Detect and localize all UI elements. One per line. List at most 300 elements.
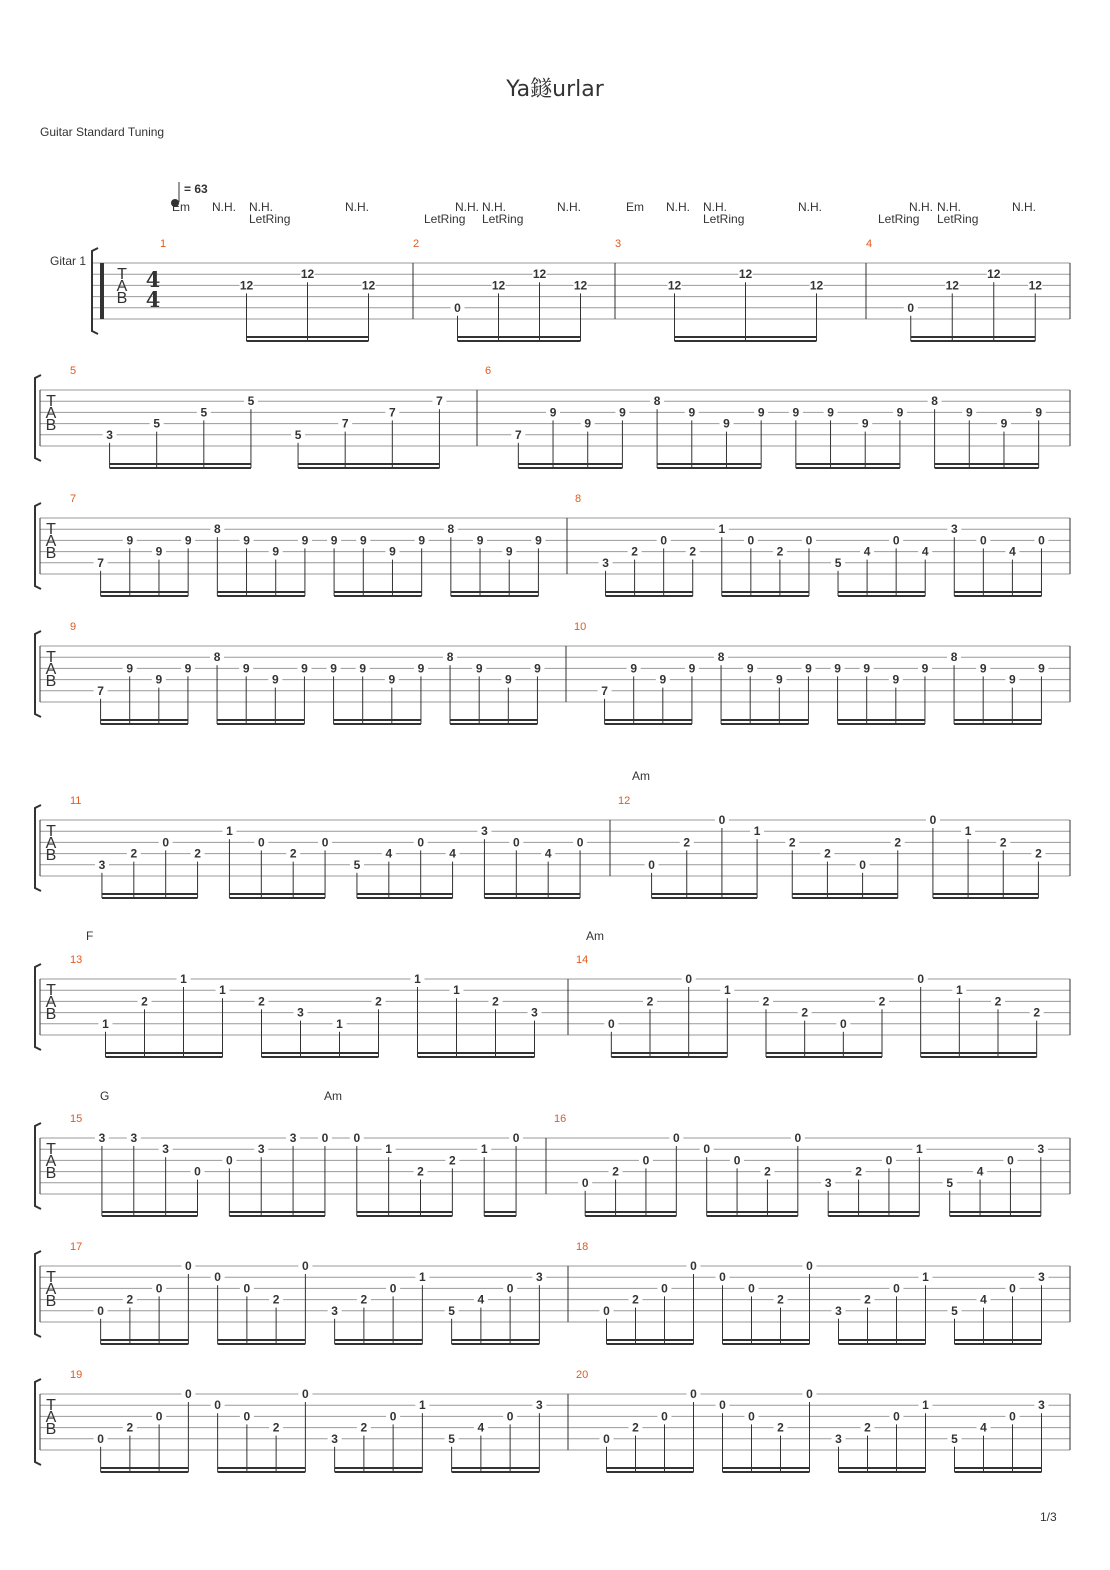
fret-number: 9 xyxy=(388,672,396,687)
fret-number: 5 xyxy=(353,857,361,872)
fret-number: 9 xyxy=(476,533,484,548)
tuning-label: Guitar Standard Tuning xyxy=(40,125,165,139)
fret-number: 9 xyxy=(272,544,280,559)
measure-number: 5 xyxy=(70,365,77,377)
fret-number: 4 xyxy=(976,1164,984,1179)
fret-number: 0 xyxy=(1009,1409,1016,1424)
tab-clef-letter: T xyxy=(46,823,56,840)
fret-number: 2 xyxy=(375,994,382,1009)
fret-number: 2 xyxy=(776,544,784,559)
fret-number: 0 xyxy=(907,300,915,315)
fret-number: 3 xyxy=(602,555,609,570)
tab-clef-letter: B xyxy=(45,1006,57,1023)
fret-number: 12 xyxy=(239,278,254,293)
fret-number: 9 xyxy=(418,533,425,548)
measure-number: 10 xyxy=(574,621,587,633)
fret-number: 2 xyxy=(894,835,902,850)
fret-number: 9 xyxy=(271,672,279,687)
fret-number: 0 xyxy=(185,1259,192,1273)
fret-number: 2 xyxy=(272,1292,280,1307)
fret-number: 2 xyxy=(646,994,654,1009)
fret-number: 2 xyxy=(994,994,1002,1009)
fret-number: 0 xyxy=(512,1131,520,1145)
tab-clef-letter: T xyxy=(46,1141,56,1158)
fret-number: 3 xyxy=(162,1142,169,1157)
fret-number: 5 xyxy=(946,1175,954,1190)
fret-number: 0 xyxy=(719,1398,726,1413)
tab-clef-letter: T xyxy=(46,521,56,538)
measure-number: 16 xyxy=(554,1113,567,1125)
fret-number: 5 xyxy=(448,1303,455,1318)
tab-clef-letter: A xyxy=(45,661,57,678)
fret-number: 2 xyxy=(258,994,265,1009)
fret-number: 9 xyxy=(834,661,841,676)
fret-number: 9 xyxy=(359,533,367,548)
fret-number: 4 xyxy=(1009,544,1016,559)
fret-number: 2 xyxy=(141,994,148,1009)
fret-number: 3 xyxy=(331,1431,338,1446)
fret-number: 0 xyxy=(747,533,755,548)
fret-number: 1 xyxy=(419,1270,426,1285)
note-annotation: LetRing xyxy=(482,212,524,226)
fret-number: 0 xyxy=(155,1281,163,1296)
note-annotation: N.H. xyxy=(937,200,961,214)
tab-clef-letter: B xyxy=(45,1293,57,1310)
fret-number: 3 xyxy=(257,1142,265,1157)
fret-number: 2 xyxy=(126,1292,134,1307)
fret-number: 2 xyxy=(777,1420,784,1435)
fret-number: 0 xyxy=(748,1281,755,1296)
fret-number: 1 xyxy=(922,1270,929,1285)
fret-number: 0 xyxy=(389,1409,397,1424)
fret-number: 9 xyxy=(746,661,754,676)
fret-number: 0 xyxy=(576,835,584,850)
fret-number: 2 xyxy=(612,1164,619,1179)
fret-number: 3 xyxy=(536,1270,543,1285)
fret-number: 0 xyxy=(302,1387,309,1401)
fret-number: 0 xyxy=(155,1409,163,1424)
fret-number: 2 xyxy=(631,544,638,559)
fret-number: 0 xyxy=(642,1153,650,1168)
fret-number: 0 xyxy=(257,835,265,850)
fret-number: 0 xyxy=(603,1431,610,1446)
fret-number: 0 xyxy=(454,300,461,315)
fret-number: 2 xyxy=(864,1420,871,1435)
fret-number: 1 xyxy=(915,1142,923,1157)
fret-number: 9 xyxy=(827,405,834,420)
fret-number: 9 xyxy=(896,405,904,420)
fret-number: 7 xyxy=(601,683,608,698)
fret-number: 3 xyxy=(481,824,488,839)
page-number: 1/3 xyxy=(1040,1510,1057,1524)
fret-number: 1 xyxy=(419,1398,426,1413)
fret-number: 12 xyxy=(1028,278,1042,293)
fret-number: 2 xyxy=(764,1164,771,1179)
fret-number: 0 xyxy=(703,1142,711,1157)
tab-clef-letter: T xyxy=(117,266,127,283)
chord-name: G xyxy=(100,1089,110,1103)
fret-number: 0 xyxy=(243,1409,251,1424)
fret-number: 3 xyxy=(289,1131,297,1145)
fret-number: 2 xyxy=(130,846,138,861)
fret-number: 2 xyxy=(999,835,1007,850)
note-annotation: N.H. xyxy=(909,200,933,214)
fret-number: 2 xyxy=(1033,1005,1041,1020)
fret-number: 8 xyxy=(653,394,661,409)
fret-number: 9 xyxy=(805,661,812,676)
fret-number: 3 xyxy=(950,522,958,537)
fret-number: 0 xyxy=(603,1303,610,1318)
fret-number: 0 xyxy=(805,533,813,548)
fret-number: 0 xyxy=(214,1270,221,1285)
tab-clef-letter: B xyxy=(45,847,57,864)
fret-number: 1 xyxy=(718,522,726,537)
note-annotation: Em xyxy=(626,200,644,214)
fret-number: 3 xyxy=(1037,1142,1045,1157)
tab-clef-letter: A xyxy=(45,994,57,1011)
fret-number: 9 xyxy=(330,533,338,548)
fret-number: 9 xyxy=(659,672,667,687)
tab-clef-letter: B xyxy=(116,290,128,307)
fret-number: 1 xyxy=(955,983,963,998)
fret-number: 0 xyxy=(859,857,866,872)
fret-number: 1 xyxy=(226,824,233,839)
fret-number: 3 xyxy=(835,1431,842,1446)
tab-clef-letter: A xyxy=(45,835,57,852)
fret-number: 9 xyxy=(1008,672,1016,687)
tab-clef-letter: A xyxy=(45,1153,57,1170)
tempo-mark: = 63 xyxy=(184,182,208,196)
tab-clef-letter: T xyxy=(46,649,56,666)
fret-number: 9 xyxy=(549,405,557,420)
fret-number: 9 xyxy=(792,405,800,420)
fret-number: 0 xyxy=(243,1281,251,1296)
measure-number: 1 xyxy=(160,238,167,250)
fret-number: 9 xyxy=(389,544,396,559)
fret-number: 0 xyxy=(893,1281,900,1296)
fret-number: 0 xyxy=(1009,1281,1016,1296)
fret-number: 0 xyxy=(719,1270,726,1285)
tab-clef-letter: B xyxy=(45,545,57,562)
measure-number: 14 xyxy=(576,954,589,966)
tab-clef-letter: T xyxy=(46,1269,56,1286)
fret-number: 1 xyxy=(336,1016,343,1031)
fret-number: 12 xyxy=(945,278,959,293)
fret-number: 0 xyxy=(321,1131,329,1145)
note-annotation: LetRing xyxy=(424,212,466,226)
fret-number: 5 xyxy=(448,1431,455,1446)
fret-number: 0 xyxy=(162,835,170,850)
fret-number: 8 xyxy=(950,650,958,665)
fret-number: 8 xyxy=(214,522,221,537)
note-annotation: Em xyxy=(172,200,190,214)
measure-number: 20 xyxy=(576,1369,589,1381)
tab-clef-letter: T xyxy=(46,393,56,410)
note-annotation: LetRing xyxy=(249,212,291,226)
fret-number: 9 xyxy=(1000,416,1008,431)
fret-number: 9 xyxy=(243,533,250,548)
fret-number: 2 xyxy=(449,1153,456,1168)
fret-number: 8 xyxy=(931,394,938,409)
system-brace xyxy=(92,248,98,334)
fret-number: 12 xyxy=(491,278,506,293)
fret-number: 5 xyxy=(834,555,842,570)
tab-clef-letter: A xyxy=(45,405,57,422)
note-annotation: N.H. xyxy=(1012,200,1036,214)
tab-clef-letter: B xyxy=(45,1165,57,1182)
tab-clef-letter: B xyxy=(45,673,57,690)
fret-number: 1 xyxy=(723,983,731,998)
fret-number: 2 xyxy=(289,846,297,861)
fret-number: 0 xyxy=(353,1131,361,1145)
fret-number: 4 xyxy=(980,1420,987,1435)
fret-number: 4 xyxy=(863,544,871,559)
fret-number: 1 xyxy=(453,983,460,998)
fret-number: 9 xyxy=(965,405,973,420)
fret-number: 1 xyxy=(480,1142,488,1157)
fret-number: 0 xyxy=(672,1131,680,1145)
fret-number: 3 xyxy=(1038,1270,1045,1285)
fret-number: 0 xyxy=(690,1259,697,1273)
fret-number: 2 xyxy=(788,835,796,850)
tab-clef-letter: A xyxy=(116,278,128,295)
fret-number: 1 xyxy=(964,824,972,839)
fret-number: 2 xyxy=(864,1292,871,1307)
fret-number: 2 xyxy=(492,994,499,1009)
fret-number: 3 xyxy=(106,427,113,442)
fret-number: 9 xyxy=(126,533,134,548)
fret-number: 12 xyxy=(532,267,547,282)
fret-number: 4 xyxy=(544,846,552,861)
fret-number: 9 xyxy=(688,405,696,420)
fret-number: 9 xyxy=(535,533,542,548)
fret-number: 2 xyxy=(801,1005,809,1020)
instrument-name: Gitar 1 xyxy=(50,254,87,268)
time-signature-top: 4 xyxy=(145,267,161,292)
fret-number: 2 xyxy=(632,1292,639,1307)
fret-number: 9 xyxy=(723,416,730,431)
fret-number: 9 xyxy=(301,661,308,676)
fret-number: 0 xyxy=(794,1131,802,1145)
fret-number: 1 xyxy=(414,972,421,986)
fret-number: 0 xyxy=(512,835,520,850)
fret-number: 5 xyxy=(200,405,208,420)
fret-number: 2 xyxy=(194,846,201,861)
tab-clef-letter: T xyxy=(46,982,56,999)
chord-name: Am xyxy=(324,1089,342,1103)
fret-number: 7 xyxy=(388,405,396,420)
time-signature-bottom: 4 xyxy=(145,287,161,312)
note-annotation: N.H. xyxy=(345,200,369,214)
fret-number: 0 xyxy=(661,1409,668,1424)
fret-number: 2 xyxy=(632,1420,639,1435)
fret-number: 4 xyxy=(980,1292,987,1307)
tab-clef-letter: T xyxy=(46,1397,56,1414)
fret-number: 0 xyxy=(185,1387,192,1401)
measure-number: 19 xyxy=(70,1369,83,1381)
fret-number: 4 xyxy=(477,1420,485,1435)
measure-number: 12 xyxy=(618,795,631,807)
fret-number: 0 xyxy=(302,1259,309,1273)
fret-number: 9 xyxy=(242,661,250,676)
fret-number: 9 xyxy=(775,672,783,687)
fret-number: 2 xyxy=(689,544,697,559)
fret-number: 0 xyxy=(660,533,667,548)
song-title: Ya鐩urlar xyxy=(506,77,604,102)
tab-clef-letter: A xyxy=(45,533,57,550)
fret-number: 0 xyxy=(893,1409,900,1424)
fret-number: 7 xyxy=(97,555,104,570)
measure-number: 6 xyxy=(485,365,492,377)
fret-number: 0 xyxy=(506,1281,514,1296)
chord-name: Am xyxy=(586,929,604,943)
measure-number: 3 xyxy=(615,238,622,250)
fret-number: 0 xyxy=(839,1016,847,1031)
measure-number: 9 xyxy=(70,621,77,633)
fret-number: 7 xyxy=(515,427,522,442)
fret-number: 9 xyxy=(330,661,337,676)
measure-number: 15 xyxy=(70,1113,83,1125)
fret-number: 1 xyxy=(385,1142,392,1157)
fret-number: 4 xyxy=(477,1292,485,1307)
fret-number: 0 xyxy=(917,972,925,986)
fret-number: 0 xyxy=(733,1153,741,1168)
fret-number: 0 xyxy=(661,1281,668,1296)
tab-clef-letter: B xyxy=(45,1421,57,1438)
fret-number: 9 xyxy=(155,672,163,687)
fret-number: 0 xyxy=(321,835,329,850)
fret-number: 2 xyxy=(878,994,886,1009)
fret-number: 1 xyxy=(219,983,226,998)
note-annotation: N.H. xyxy=(557,200,581,214)
fret-number: 7 xyxy=(97,683,104,698)
fret-number: 0 xyxy=(97,1303,104,1318)
fret-number: 9 xyxy=(630,661,638,676)
fret-number: 0 xyxy=(806,1387,813,1401)
note-annotation: N.H. xyxy=(482,200,506,214)
fret-number: 8 xyxy=(717,650,725,665)
fret-number: 12 xyxy=(809,278,824,293)
fret-number: 9 xyxy=(1038,661,1045,676)
fret-number: 2 xyxy=(824,846,831,861)
measure-number: 2 xyxy=(413,238,420,250)
fret-number: 9 xyxy=(504,672,512,687)
fret-number: 12 xyxy=(361,278,376,293)
fret-number: 9 xyxy=(757,405,765,420)
fret-number: 0 xyxy=(1038,533,1045,548)
fret-number: 2 xyxy=(272,1420,280,1435)
note-annotation: N.H. xyxy=(666,200,690,214)
fret-number: 0 xyxy=(506,1409,514,1424)
fret-number: 12 xyxy=(573,278,588,293)
measure-number: 13 xyxy=(70,954,83,966)
fret-number: 0 xyxy=(892,533,900,548)
tab-clef-letter: A xyxy=(45,1281,57,1298)
fret-number: 0 xyxy=(607,1016,615,1031)
fret-number: 3 xyxy=(331,1303,338,1318)
fret-number: 8 xyxy=(446,650,454,665)
measure-number: 7 xyxy=(70,493,77,505)
fret-number: 3 xyxy=(98,1131,106,1145)
fret-number: 5 xyxy=(294,427,302,442)
fret-number: 12 xyxy=(667,278,682,293)
note-annotation: N.H. xyxy=(212,200,236,214)
chord-name: Am xyxy=(632,769,650,783)
note-annotation: N.H. xyxy=(249,200,273,214)
fret-number: 3 xyxy=(297,1005,304,1020)
note-annotation: LetRing xyxy=(878,212,920,226)
fret-number: 1 xyxy=(180,972,187,986)
fret-number: 3 xyxy=(130,1131,138,1145)
fret-number: 1 xyxy=(102,1016,109,1031)
fret-number: 5 xyxy=(951,1303,958,1318)
fret-number: 9 xyxy=(155,544,163,559)
fret-number: 9 xyxy=(863,661,871,676)
fret-number: 9 xyxy=(417,661,425,676)
fret-number: 0 xyxy=(885,1153,893,1168)
fret-number: 2 xyxy=(417,1164,424,1179)
fret-number: 0 xyxy=(648,857,655,872)
fret-number: 4 xyxy=(385,846,393,861)
fret-number: 0 xyxy=(97,1431,104,1446)
fret-number: 9 xyxy=(979,661,987,676)
tab-clef-letter: B xyxy=(45,417,57,434)
measure-number: 4 xyxy=(866,238,873,250)
fret-number: 9 xyxy=(475,661,483,676)
fret-number: 0 xyxy=(226,1153,233,1168)
fret-number: 0 xyxy=(581,1175,589,1190)
fret-number: 9 xyxy=(505,544,513,559)
fret-number: 12 xyxy=(987,267,1001,282)
fret-number: 12 xyxy=(300,267,315,282)
measure-number: 8 xyxy=(575,493,582,505)
measure-number: 17 xyxy=(70,1241,83,1253)
note-annotation: N.H. xyxy=(455,200,479,214)
fret-number: 9 xyxy=(892,672,900,687)
fret-number: 9 xyxy=(126,661,134,676)
fret-number: 4 xyxy=(449,846,456,861)
fret-number: 9 xyxy=(301,533,309,548)
fret-number: 9 xyxy=(359,661,367,676)
fret-number: 3 xyxy=(98,857,106,872)
fret-number: 0 xyxy=(718,813,726,827)
fret-number: 9 xyxy=(861,416,869,431)
fret-number: 0 xyxy=(685,972,693,986)
chord-name: F xyxy=(86,929,94,943)
fret-number: 3 xyxy=(531,1005,538,1020)
fret-number: 2 xyxy=(1035,846,1042,861)
fret-number: 4 xyxy=(921,544,929,559)
note-annotation: N.H. xyxy=(798,200,822,214)
fret-number: 0 xyxy=(194,1164,201,1179)
fret-number: 2 xyxy=(855,1164,862,1179)
fret-number: 2 xyxy=(762,994,770,1009)
fret-number: 0 xyxy=(748,1409,755,1424)
fret-number: 2 xyxy=(126,1420,134,1435)
fret-number: 5 xyxy=(951,1431,958,1446)
fret-number: 7 xyxy=(436,394,443,409)
fret-number: 5 xyxy=(247,394,255,409)
fret-number: 8 xyxy=(447,522,455,537)
fret-number: 9 xyxy=(619,405,626,420)
fret-number: 9 xyxy=(921,661,929,676)
fret-number: 9 xyxy=(184,661,192,676)
fret-number: 9 xyxy=(1035,405,1042,420)
fret-number: 9 xyxy=(184,533,192,548)
fret-number: 3 xyxy=(824,1175,832,1190)
fret-number: 9 xyxy=(688,661,696,676)
fret-number: 2 xyxy=(777,1292,784,1307)
